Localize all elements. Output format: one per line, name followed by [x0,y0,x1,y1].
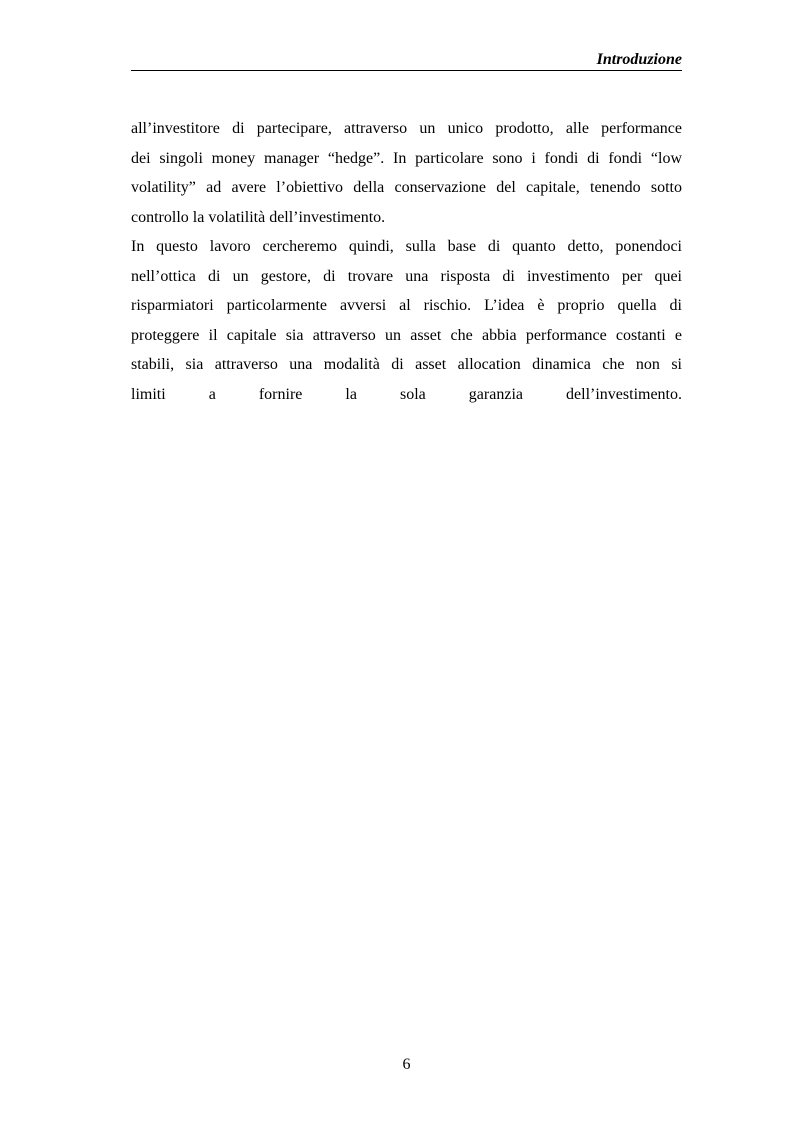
paragraph-2-line: risparmiatori particolarmente avversi al rischio. L’idea è proprio quella di [131,297,682,314]
paragraph-1-line: all’investitore di partecipare, attraverso un unico prodotto, alle performance [131,120,682,137]
page-number: 6 [402,1056,411,1073]
paragraph-2-line: proteggere il capitale sia attraverso un asset che abbia performance costanti e [131,326,682,344]
paragraph-1-line: controllo la volatilità dell’investimento. [131,208,386,226]
paragraph-1 [131,114,682,232]
paragraph-2-line: In questo lavoro cercheremo quindi, sulla base di quanto detto, ponendoci [131,238,682,255]
paragraph-1-line: dei singoli money manager “hedge”. In particolare sono i fondi di fondi “low [131,149,682,167]
paragraph-2 [131,232,682,409]
paragraph-2-line: stabili, sia attraverso una modalità di asset allocation dinamica che non si [131,356,682,373]
paragraph-2-line: nell’ottica di un gestore, di trovare una risposta di investimento per quei [131,267,682,285]
header-rule [131,70,682,71]
paragraph-1-line: volatility” ad avere l’obiettivo della conservazione del capitale, tenendo sotto [131,179,682,196]
running-header-title: Introduzione [596,51,682,68]
paragraph-2-line: limiti a fornire la sola garanzia dell’investimento. [131,385,682,403]
body-text [131,114,682,409]
